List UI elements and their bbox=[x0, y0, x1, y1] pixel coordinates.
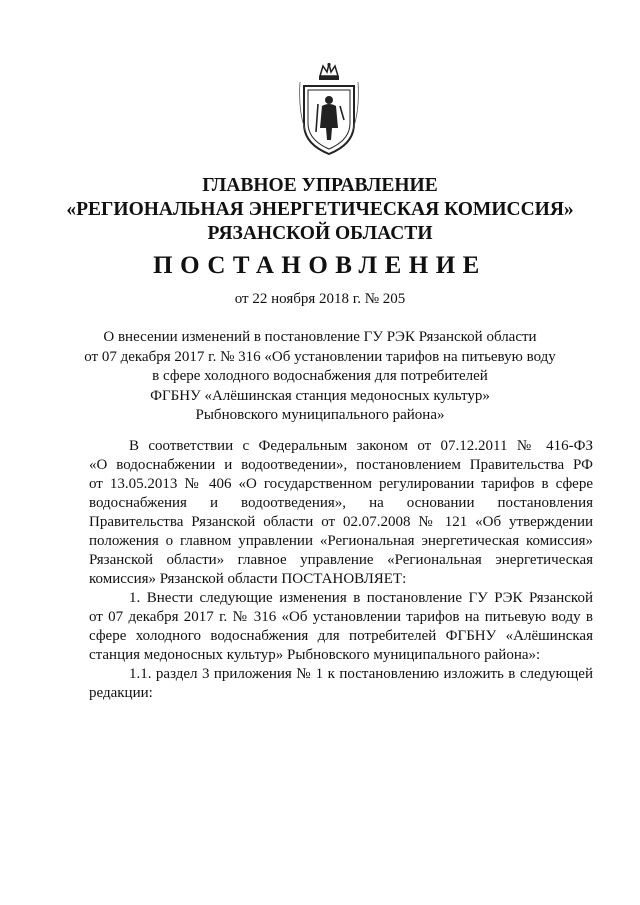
paragraph-line: сфере холодного водоснабжения для потребителей ФГБНУ «Алёшинская bbox=[89, 628, 593, 644]
subject-line: Рыбновского муниципального района» bbox=[195, 407, 445, 423]
org-name-line-2: «РЕГИОНАЛЬНАЯ ЭНЕРГЕТИЧЕСКАЯ КОМИССИЯ» bbox=[66, 199, 574, 220]
paragraph-line: Рязанской области» главное управление «Региональная энергетическая bbox=[89, 552, 593, 568]
item-1-paragraph bbox=[89, 589, 593, 665]
subject-line: в сфере холодного водоснабжения для потребителей bbox=[152, 368, 488, 384]
preamble-paragraph bbox=[89, 437, 593, 589]
org-name-line-1: ГЛАВНОЕ УПРАВЛЕНИЕ bbox=[202, 175, 438, 196]
paragraph-line: станция медоносных культур» Рыбновского муниципального района»: bbox=[89, 647, 541, 663]
paragraph-line: редакции: bbox=[89, 685, 153, 701]
coat-of-arms-emblem bbox=[296, 62, 362, 158]
paragraph-line: «О водоснабжении и водоотведении», постановлением Правительства РФ bbox=[89, 457, 593, 473]
paragraph-line: от 13.05.2013 № 406 «О государственном регулировании тарифов в сфере bbox=[89, 476, 593, 492]
paragraph-line: водоснабжения и водоотведения», на основании постановления bbox=[89, 495, 593, 511]
item-1-1-paragraph bbox=[89, 665, 593, 703]
paragraph-line: 1.1. раздел 3 приложения № 1 к постановлению изложить в следующей bbox=[129, 666, 593, 682]
document-type-title: ПОСТАНОВЛЕНИЕ bbox=[153, 252, 487, 279]
document-subject bbox=[60, 328, 580, 426]
document-date-number: от 22 ноября 2018 г. № 205 bbox=[234, 291, 406, 307]
paragraph-line: 1. Внести следующие изменения в постановление ГУ РЭК Рязанской bbox=[129, 590, 593, 606]
paragraph-line: положения о главном управлении «Региональная энергетическая комиссия» bbox=[89, 533, 593, 549]
subject-line: О внесении изменений в постановление ГУ РЭК Рязанской области bbox=[103, 329, 537, 345]
paragraph-line: комиссия» Рязанской области ПОСТАНОВЛЯЕТ: bbox=[89, 571, 407, 587]
org-name-line-3: РЯЗАНСКОЙ ОБЛАСТИ bbox=[207, 223, 433, 244]
subject-line: ФГБНУ «Алёшинская станция медоносных культур» bbox=[150, 387, 490, 404]
paragraph-line: от 07 декабря 2017 г. № 316 «Об установлении тарифов на питьевую воду в bbox=[89, 609, 593, 625]
paragraph-line: В соответствии с Федеральным законом от 07.12.2011 № 416-ФЗ bbox=[129, 438, 593, 454]
paragraph-line: Правительства Рязанской области от 02.07.2008 № 121 «Об утверждении bbox=[89, 514, 593, 530]
subject-line: от 07 декабря 2017 г. № 316 «Об установлении тарифов на питьевую воду bbox=[84, 348, 556, 365]
